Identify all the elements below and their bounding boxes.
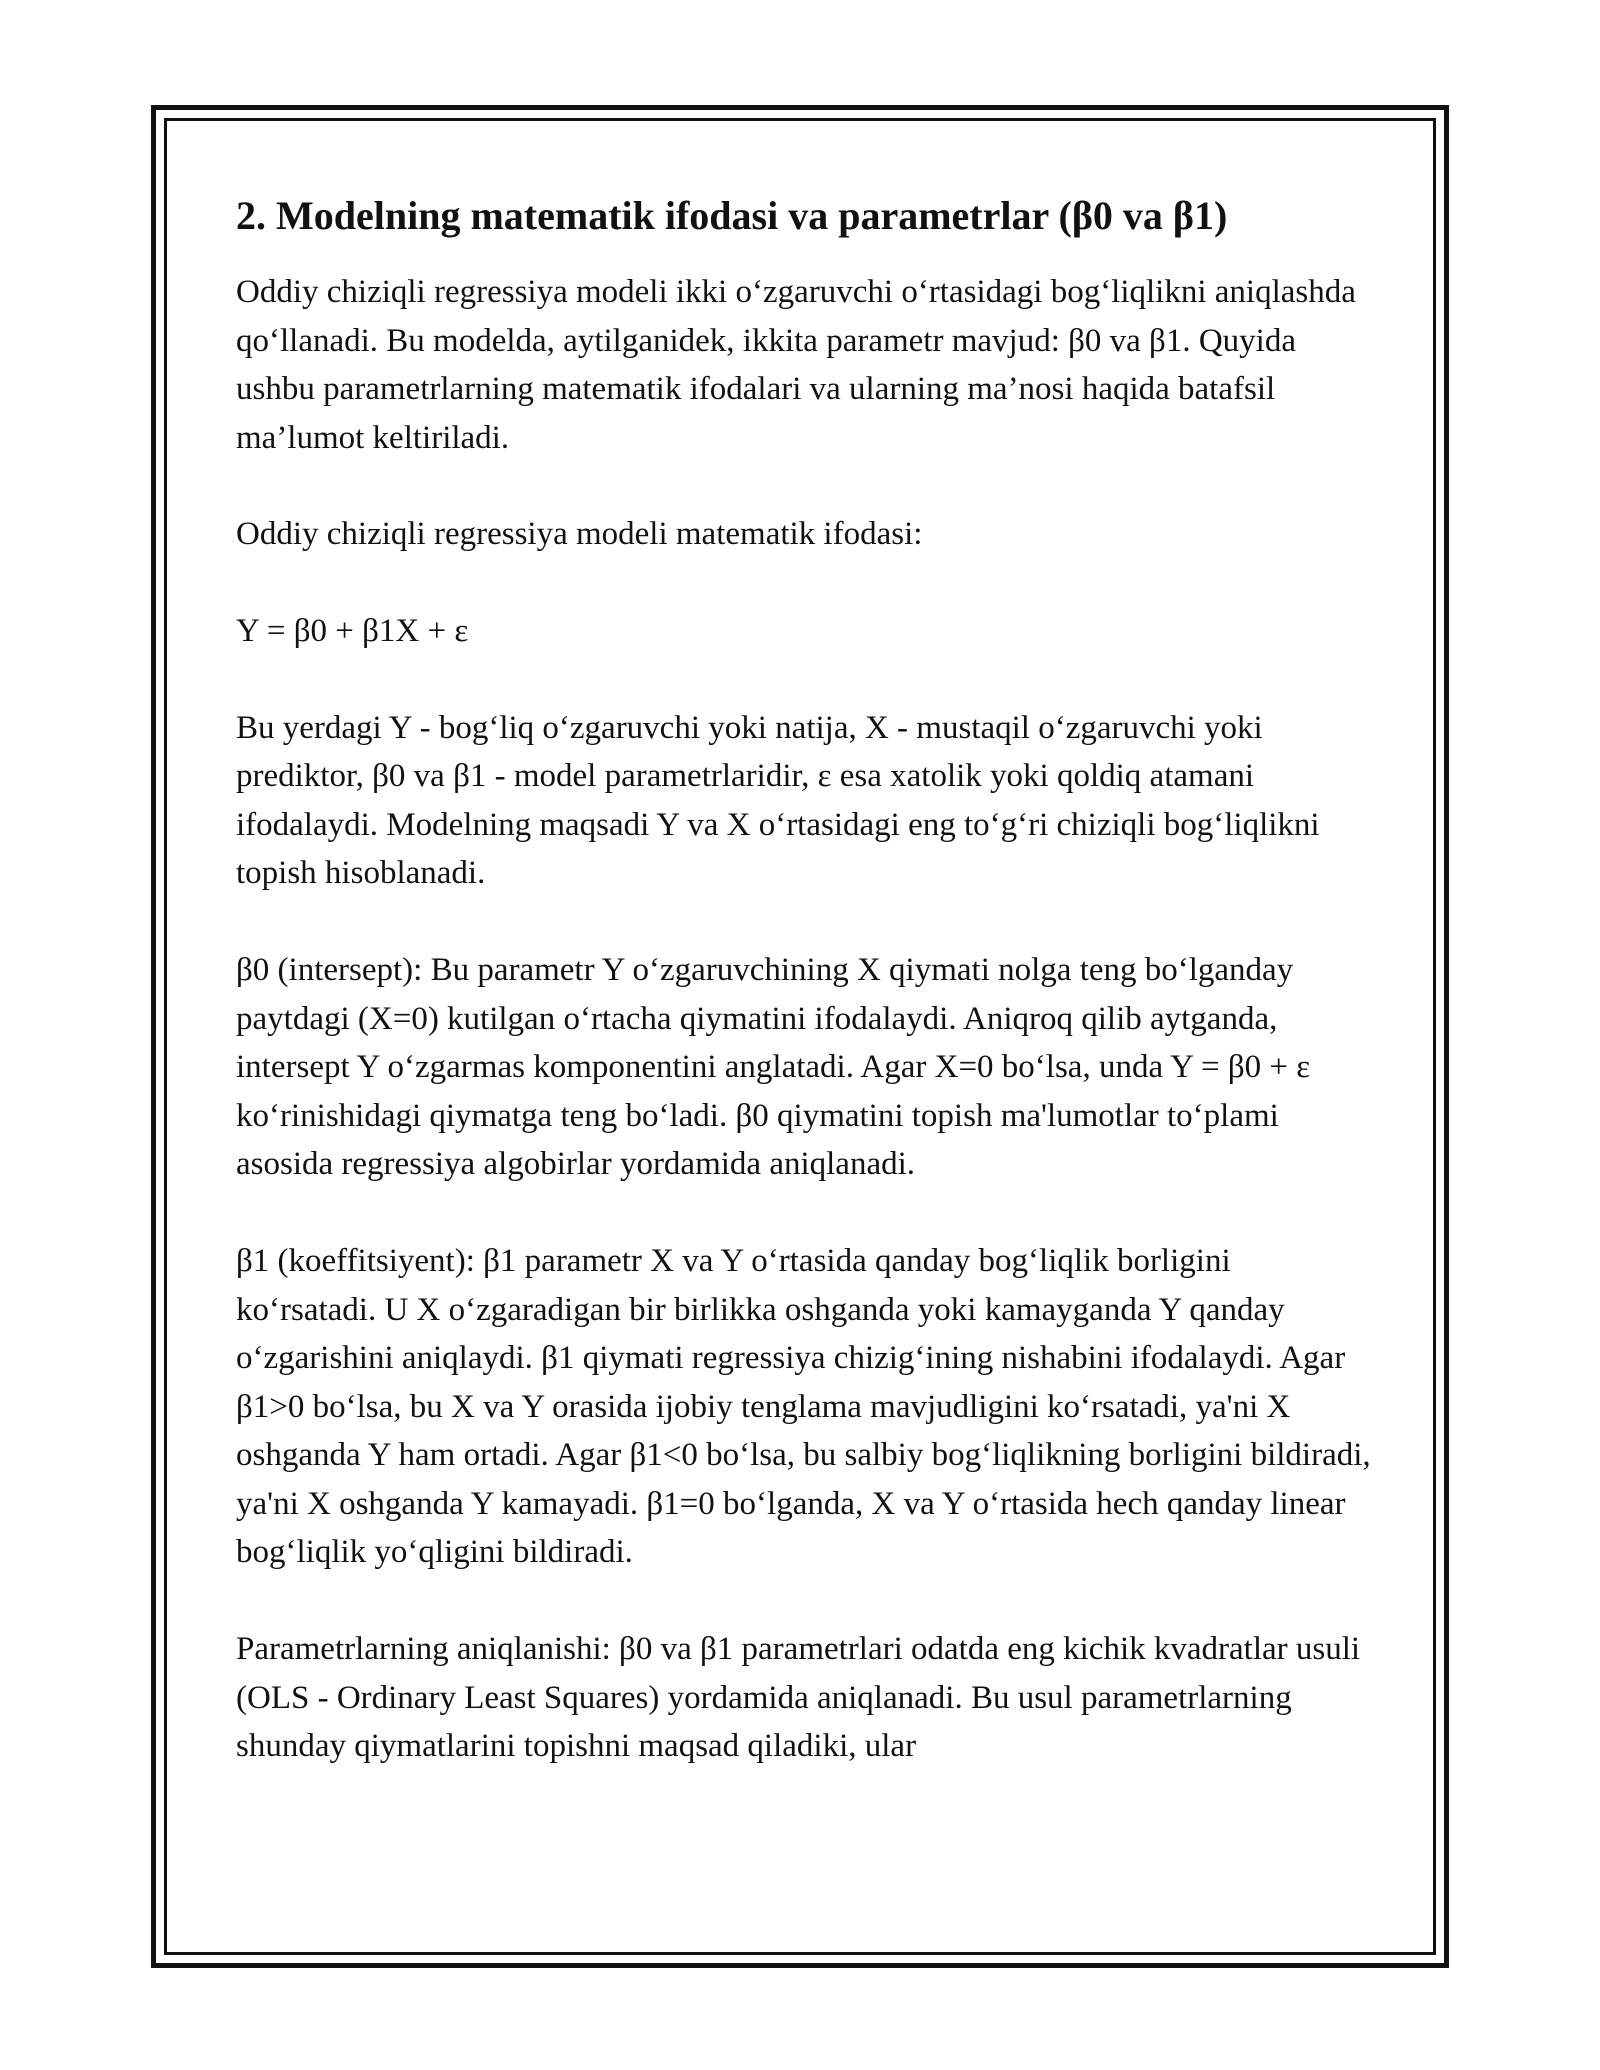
formula-intro-paragraph: Oddiy chiziqli regressiya modeli matematik ifodasi:: [236, 516, 923, 553]
regression-formula: Y = β0 + β1X + ε: [236, 612, 469, 649]
intercept-paragraph: β0 (intersept): Bu parametr Y o‘zgaruvchining X qiymati nolga teng bo‘lganday paytdagi (X=0) kutilgan o‘rtacha qiymatini ifodalaydi. Aniqroq qilib aytganda, intersept Y o‘zgarmas komponentini anglatadi. Agar X=0 bo‘lsa, unda Y = β0 + ε ko‘rinishidagi qiymatga teng bo‘ladi. β0 qiymatini topish ma'lumotlar to‘plami asosida regressiya algobirlar yordamida aniqlanadi.: [236, 951, 1311, 1183]
document-body: [236, 188, 1376, 1771]
parameter-estimation-paragraph: Parametrlarning aniqlanishi: β0 va β1 parametrlari odatda eng kichik kvadratlar usuli (OLS - Ordinary Least Squares) yordamida aniqlanadi. Bu usul parametrlarning shunday qiymatlarini topishni maqsad qiladiki, ular: [236, 1631, 1361, 1765]
intro-paragraph: Oddiy chiziqli regressiya modeli ikki o‘zgaruvchi o‘rtasidagi bog‘liqlikni aniqlashda qo‘llanadi. Bu modelda, aytilganidek, ikkita parametr mavjud: β0 va β1. Quyida ushbu parametrlarning matematik ifodalari va ularning ma’nosi haqida batafsil ma’lumot keltiriladi.: [236, 274, 1356, 456]
coefficient-paragraph: β1 (koeffitsiyent): β1 parametr X va Y o‘rtasida qanday bog‘liqlik borligini ko‘rsatadi. U X o‘zgaradigan bir birlikka oshganda yoki kamayganda Y qanday o‘zgarishini aniqlaydi. β1 qiymati regressiya chizig‘ining nishabini ifodalaydi. Agar β1>0 bo‘lsa, bu X va Y orasida ijobiy tenglama mavjudligini ko‘rsatadi, ya'ni X oshganda Y ham ortadi. Agar β1<0 bo‘lsa, bu salbiy bog‘liqlikning borligini bildiradi, ya'ni X oshganda Y kamayadi. β1=0 bo‘lganda, X va Y o‘rtasida hech qanday linear bog‘liqlik yo‘qligini bildiradi.: [236, 1242, 1371, 1571]
variables-explanation-paragraph: Bu yerdagi Y - bog‘liq o‘zgaruvchi yoki natija, X - mustaqil o‘zgaruvchi yoki prediktor, β0 va β1 - model parametrlaridir, ε esa xatolik yoki qoldiq atamani ifodalaydi. Modelning maqsadi Y va X o‘rtasidagi eng to‘g‘ri chiziqli bog‘liqlikni topish hisoblanadi.: [236, 709, 1320, 892]
section-heading: 2. Modelning matematik ifodasi va parametrlar (β0 va β1): [236, 193, 1228, 238]
